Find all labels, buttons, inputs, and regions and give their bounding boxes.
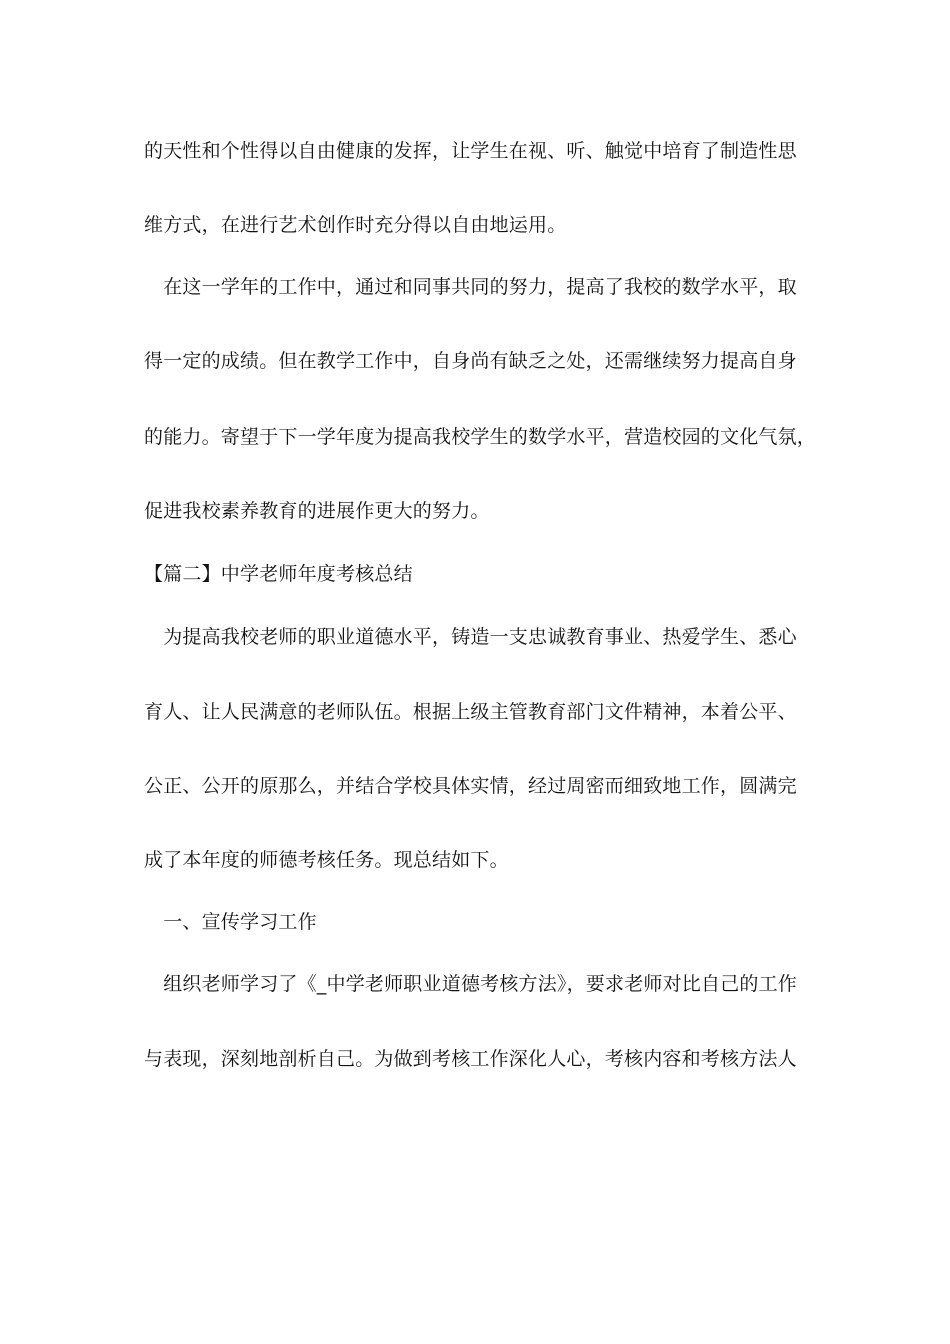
section-heading: 【篇二】中学老师年度考核总结	[144, 563, 413, 585]
text-line: 促进我校素养教育的进展作更大的努力。	[144, 500, 490, 522]
text-line: 的能力。寄望于下一学年度为提高我校学生的数学水平，营造校园的文化气氛，	[144, 426, 817, 448]
text-line: 得一定的成绩。但在教学工作中，自身尚有缺乏之处，还需继续努力提高自身	[144, 350, 797, 372]
text-line: 为提高我校老师的职业道德水平，铸造一支忠诚教育事业、热爱学生、悉心	[144, 626, 797, 648]
text-line: 公正、公开的原那么，并结合学校具体实情，经过周密而细致地工作，圆满完	[144, 775, 797, 797]
text-line: 育人、让人民满意的老师队伍。根据上级主管教育部门文件精神，本着公平、	[144, 701, 797, 723]
text-line: 维方式，在进行艺术创作时充分得以自由地运用。	[144, 214, 567, 236]
subsection-heading: 一、宣传学习工作	[144, 911, 317, 933]
text-line: 与表现，深刻地剖析自己。为做到考核工作深化人心，考核内容和考核方法人	[144, 1048, 797, 1070]
text-line: 在这一学年的工作中，通过和同事共同的努力，提高了我校的数学水平，取	[144, 276, 797, 298]
text-line: 组织老师学习了《_中学老师职业道德考核方法》，要求老师对比自己的工作	[144, 973, 798, 995]
text-line: 的天性和个性得以自由健康的发挥，让学生在视、听、触觉中培育了制造性思	[144, 140, 797, 162]
text-line: 成了本年度的师德考核任务。现总结如下。	[144, 849, 509, 871]
